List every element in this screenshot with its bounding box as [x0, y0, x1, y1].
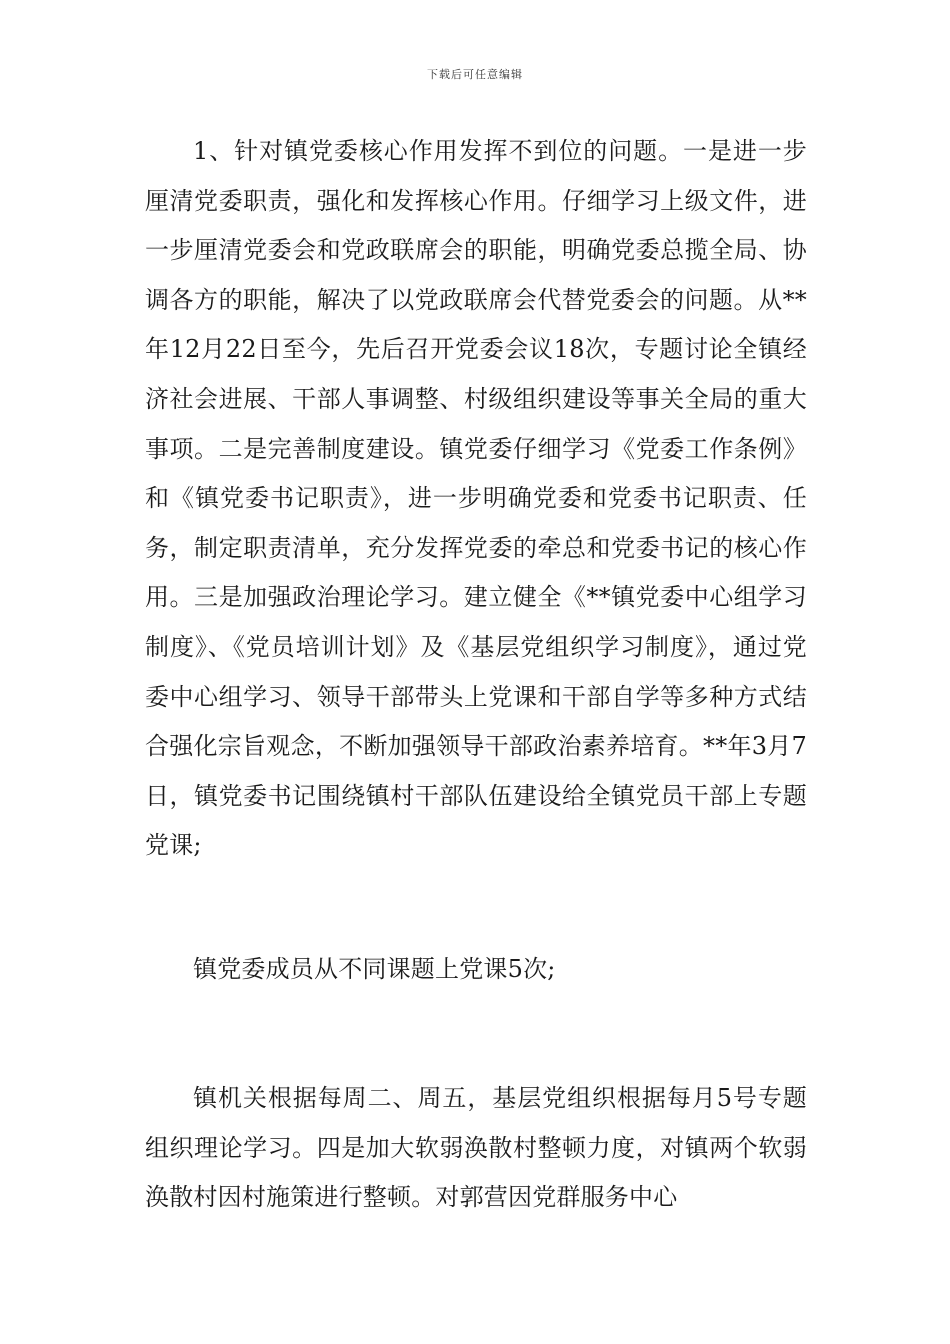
paragraph-2: 镇党委成员从不同课题上党课5次;: [193, 955, 556, 983]
paragraph-3: 镇机关根据每周二、周五，基层党组织根据每月5号专题组织理论学习。四是加大软弱涣散村整顿力度，对镇两个软弱涣散村因村施策进行整顿。对郭营因党群服务中心: [145, 1084, 807, 1212]
header-note: 下载后可任意编辑: [427, 68, 523, 81]
paragraph-1: 1、针对镇党委核心作用发挥不到位的问题。一是进一步厘清党委职责，强化和发挥核心作用。仔细学习上级文件，进一步厘清党委会和党政联席会的职能，明确党委总揽全局、协调各方的职能，解决了以党政联席会代替党委会的问题。从**年12月22日至今，先后召开党委会议18次，专题讨论全镇经济社会进展、干部人事调整、村级组织建设等事关全局的重大事项。二是完善制度建设。镇党委仔细学习《党委工作条例》和《镇党委书记职责》，进一步明确党委和党委书记职责、任务，制定职责清单，充分发挥党委的牵总和党委书记的核心作用。三是加强政治理论学习。建立健全《**镇党委中心组学习制度》、《党员培训计划》及《基层党组织学习制度》，通过党委中心组学习、领导干部带头上党课和干部自学等多种方式结合强化宗旨观念，不断加强领导干部政治素养培育。**年3月7日，镇党委书记围绕镇村干部队伍建设给全镇党员干部上专题党课;: [145, 137, 807, 860]
